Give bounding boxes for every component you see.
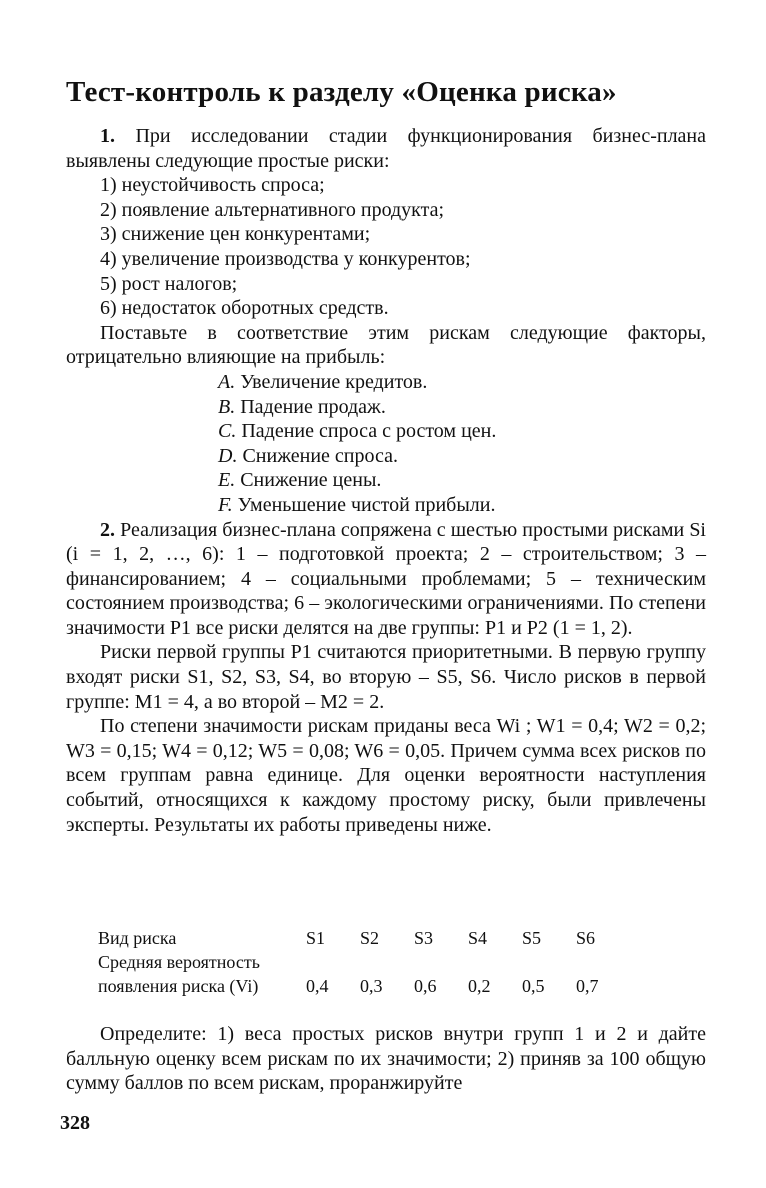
factor-option: [218, 444, 706, 469]
option-letter: C.: [218, 420, 237, 443]
option-text: Падение спроса с ростом цен.: [241, 420, 497, 443]
option-letter: F.: [218, 493, 233, 516]
row-label-line-2: появления риска (Vi): [98, 976, 259, 996]
factor-option: [218, 395, 706, 420]
risk-item: 2) появление альтернативного продукта;: [100, 198, 445, 221]
option-text: Снижение цены.: [240, 469, 382, 492]
table-row: [98, 926, 630, 950]
probability-cell: 0,2: [468, 976, 491, 996]
q2-paragraph-2: Риски первой группы P1 считаются приоритетными. В первую группу входят риски S1, S2, S3, S4, во вторую – S5, S6. Число рисков в первой группе: M1 = 4, а во второй – M2 = 2.: [66, 641, 706, 713]
probability-cell: 0,4: [306, 976, 329, 996]
option-text: Уменьшение чистой прибыли.: [237, 493, 496, 516]
row-label-line-1: Средняя вероятность: [98, 952, 260, 972]
probability-cell: 0,5: [522, 976, 545, 996]
option-letter: A.: [218, 370, 236, 393]
risk-item: 4) увеличение производства у конкурентов;: [100, 247, 471, 270]
final-task: [66, 1022, 706, 1096]
final-task-text: Определите: 1) веса простых рисков внутри групп 1 и 2 и дайте балльную оценку всем рискам по их значимости; 2) приняв за 100 общую сумму баллов по всем рискам, проранжируйте: [66, 1023, 706, 1095]
option-text: Снижение спроса.: [242, 444, 398, 467]
q2-paragraph-3: По степени значимости рискам приданы веса Wi ; W1 = 0,4; W2 = 0,2; W3 = 0,15; W4 = 0,12; W5 = 0,08; W6 = 0,05. Причем сумма всех рисков по всем группам равна единице. Для оценки вероятности наступления событий, относящихся к каждому простому риску, были привлечены эксперты. Результаты их работы приведены ниже.: [66, 715, 706, 836]
q1-task: Поставьте в соответствие этим рискам следующие факторы, отрицательно влияющие на прибыль:: [66, 321, 706, 369]
factor-option: [218, 468, 706, 493]
factor-option: [218, 419, 706, 444]
factor-option: [218, 370, 706, 395]
table-header-label: Вид риска: [98, 928, 177, 948]
risk-item: 6) недостаток оборотных средств.: [100, 297, 389, 320]
risk-item: 5) рост налогов;: [100, 272, 238, 295]
probability-cell: 0,6: [414, 976, 437, 996]
risk-header-cell: S5: [522, 928, 542, 948]
option-letter: D.: [218, 444, 238, 467]
q2-number: 2.: [100, 518, 115, 541]
table-row: [98, 974, 630, 998]
q1-intro: [66, 124, 706, 173]
option-letter: E.: [218, 469, 236, 492]
factor-options: [66, 370, 706, 518]
probability-cell: 0,7: [576, 976, 599, 996]
page-title: Тест-контроль к разделу «Оценка риска»: [66, 76, 617, 108]
table-row: [98, 950, 630, 974]
risk-header-cell: S3: [414, 928, 434, 948]
option-text: Увеличение кредитов.: [240, 370, 428, 393]
risk-header-cell: S4: [468, 928, 488, 948]
risk-item: 3) снижение цен конкурентами;: [100, 223, 371, 246]
q2-text-1: Реализация бизнес-плана сопряжена с шестью простыми рисками Si (i = 1, 2, …, 6): 1 – подготовкой проекта; 2 – строительством; 3 – финансированием; 4 – социальными проблемами; 5 – техническим состоянием производства; 6 – экологическими ограничениями. По степени значимости P1 все риски делятся на две группы: P1 и P2 (1 = 1, 2).: [66, 518, 706, 639]
risk-header-cell: S2: [360, 928, 380, 948]
page-number: 328: [60, 1112, 90, 1134]
q2-paragraph-1: [66, 518, 706, 641]
main-text: [66, 124, 706, 837]
q1-number: 1.: [100, 125, 115, 147]
risk-header-cell: S6: [576, 928, 596, 948]
risk-probability-table: [98, 926, 630, 998]
risk-item: 1) неустойчивость спроса;: [100, 174, 325, 197]
factor-option: [218, 493, 706, 518]
option-text: Падение продаж.: [240, 395, 386, 418]
q1-intro-text: При исследовании стадии функционирования бизнес-плана выявлены следующие простые риски:: [66, 125, 707, 172]
option-letter: B.: [218, 395, 236, 418]
risk-header-cell: S1: [306, 928, 326, 948]
probability-cell: 0,3: [360, 976, 383, 996]
